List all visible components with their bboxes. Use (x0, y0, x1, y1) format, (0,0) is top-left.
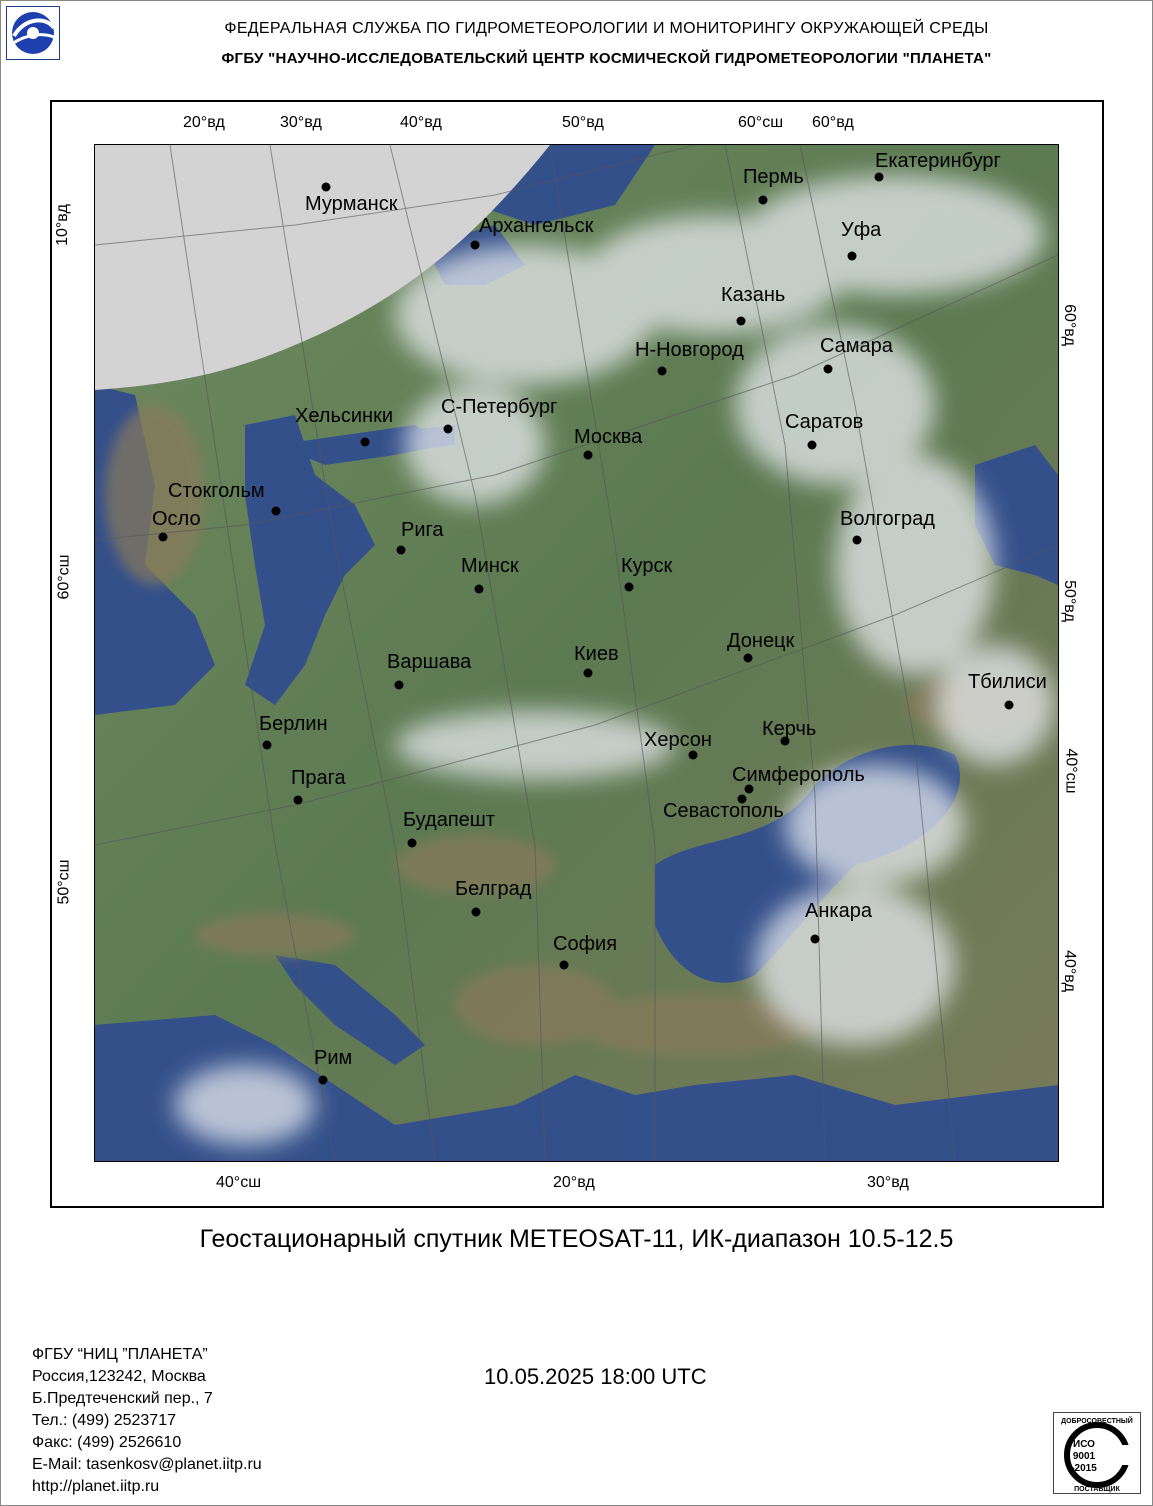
tick-bottom-1: 20°вд (553, 1174, 595, 1191)
planet-logo-icon (6, 6, 60, 60)
city-marker (159, 533, 168, 542)
city-label: Симферополь (732, 764, 865, 786)
city-marker (475, 585, 484, 594)
city-marker (658, 367, 667, 376)
city-marker (471, 241, 480, 250)
cert-line1: ИСО (1073, 1439, 1095, 1450)
city-marker (584, 451, 593, 460)
city-marker (408, 839, 417, 848)
city-label: Керчь (762, 718, 817, 740)
city-label: Казань (721, 284, 786, 306)
cert-line3: -2015 (1071, 1463, 1097, 1474)
city-label: Мурманск (305, 193, 398, 215)
cert-top: ДОБРОСОВЕСТНЫЙ (1061, 1418, 1133, 1425)
city-marker (808, 441, 817, 450)
city-label: Москва (574, 426, 643, 448)
city-label: Архангельск (479, 215, 594, 237)
tick-top-5: 60°вд (812, 114, 854, 131)
city-marker (361, 438, 370, 447)
timestamp: 10.05.2025 18:00 UTC (484, 1364, 707, 1389)
header-center: ФГБУ "НАУЧНО-ИССЛЕДОВАТЕЛЬСКИЙ ЦЕНТР КОСМИЧЕСКОЙ ГИДРОМЕТЕОРОЛОГИИ "ПЛАНЕТА" (221, 50, 992, 67)
contact-address2: Б.Предтеченский пер., 7 (32, 1390, 213, 1407)
city-label: Курск (621, 555, 673, 577)
tick-left-0: 10°вд (53, 204, 71, 246)
contact-phone: Тел.: (499) 2523717 (32, 1412, 176, 1429)
contact-web[interactable]: http://planet.iitp.ru (32, 1478, 160, 1495)
city-marker (1005, 701, 1014, 710)
tick-top-2: 40°вд (400, 114, 442, 131)
tick-bottom-2: 30°вд (867, 1174, 909, 1191)
tick-left-2: 50°сш (55, 859, 73, 905)
tick-right-1: 50°вд (1060, 580, 1078, 622)
city-marker (294, 796, 303, 805)
city-marker (824, 365, 833, 374)
city-marker (759, 196, 768, 205)
city-marker (472, 908, 481, 917)
city-marker (744, 654, 753, 663)
tick-bottom-0: 40°сш (216, 1174, 262, 1191)
city-label: Уфа (841, 219, 882, 241)
city-label: Берлин (259, 713, 328, 735)
city-label: Рим (314, 1047, 353, 1069)
tick-right-3: 40°вд (1060, 950, 1078, 992)
city-label: Будапешт (403, 809, 495, 831)
city-marker (319, 1076, 328, 1085)
tick-top-1: 30°вд (280, 114, 322, 131)
city-label: Варшава (387, 651, 472, 673)
city-label: Стокгольм (168, 480, 265, 502)
city-marker (848, 252, 857, 261)
city-marker (444, 425, 453, 434)
contact-fax: Факс: (499) 2526610 (32, 1434, 182, 1451)
city-marker (853, 536, 862, 545)
city-marker (397, 546, 406, 555)
city-marker (263, 741, 272, 750)
tick-left-1: 60°сш (55, 554, 73, 600)
tick-top-3: 50°вд (562, 114, 604, 131)
contact-org: ФГБУ “НИЦ ”ПЛАНЕТА” (32, 1346, 208, 1363)
city-label: Осло (152, 508, 201, 530)
city-label: Екатеринбург (875, 150, 1001, 172)
header-agency: ФЕДЕРАЛЬНАЯ СЛУЖБА ПО ГИДРОМЕТЕОРОЛОГИИ И МОНИТОРИНГУ ОКРУЖАЮЩЕЙ СРЕДЫ (224, 20, 989, 37)
city-label: Минск (461, 555, 519, 577)
satellite-map (94, 144, 1059, 1162)
iso-certificate-icon (1053, 1412, 1141, 1494)
city-marker (560, 961, 569, 970)
tick-right-0: 60°вд (1060, 304, 1078, 346)
tick-right-2: 40°сш (1062, 748, 1080, 794)
city-label: Тбилиси (968, 671, 1047, 693)
city-label: Волгоград (840, 508, 935, 530)
contact-address1: Россия,123242, Москва (32, 1368, 206, 1385)
city-label: Пермь (743, 166, 804, 188)
city-label: С-Петербург (441, 396, 558, 418)
cert-line2: 9001 (1072, 1451, 1096, 1462)
city-label: Анкара (805, 900, 872, 922)
city-marker (875, 173, 884, 182)
city-label: Саратов (785, 411, 864, 433)
city-marker (625, 583, 634, 592)
city-label: Рига (401, 519, 444, 541)
city-label: Севастополь (663, 800, 784, 822)
tick-top-4: 60°сш (738, 114, 784, 131)
city-marker (737, 317, 746, 326)
tick-top-0: 20°вд (183, 114, 225, 131)
city-label: Н-Новгород (635, 339, 744, 361)
city-label: Прага (291, 767, 346, 789)
cert-bottom: ПОСТАВЩИК (1074, 1486, 1120, 1493)
city-marker (689, 751, 698, 760)
city-label: Хельсинки (295, 405, 394, 427)
city-marker (322, 183, 331, 192)
city-marker (811, 935, 820, 944)
city-label: Самара (820, 335, 893, 357)
city-label: Белград (455, 878, 532, 900)
city-marker (272, 507, 281, 516)
city-label: Херсон (644, 729, 712, 751)
city-label: Донецк (727, 630, 795, 652)
contact-block (32, 1344, 262, 1498)
contact-email[interactable]: E-Mail: tasenkosv@planet.iitp.ru (32, 1456, 262, 1473)
city-label: София (553, 933, 618, 955)
city-marker (584, 669, 593, 678)
city-label: Киев (574, 643, 619, 665)
city-marker (395, 681, 404, 690)
map-caption: Геостационарный спутник METEOSAT-11, ИК-диапазон 10.5-12.5 (199, 1225, 954, 1253)
